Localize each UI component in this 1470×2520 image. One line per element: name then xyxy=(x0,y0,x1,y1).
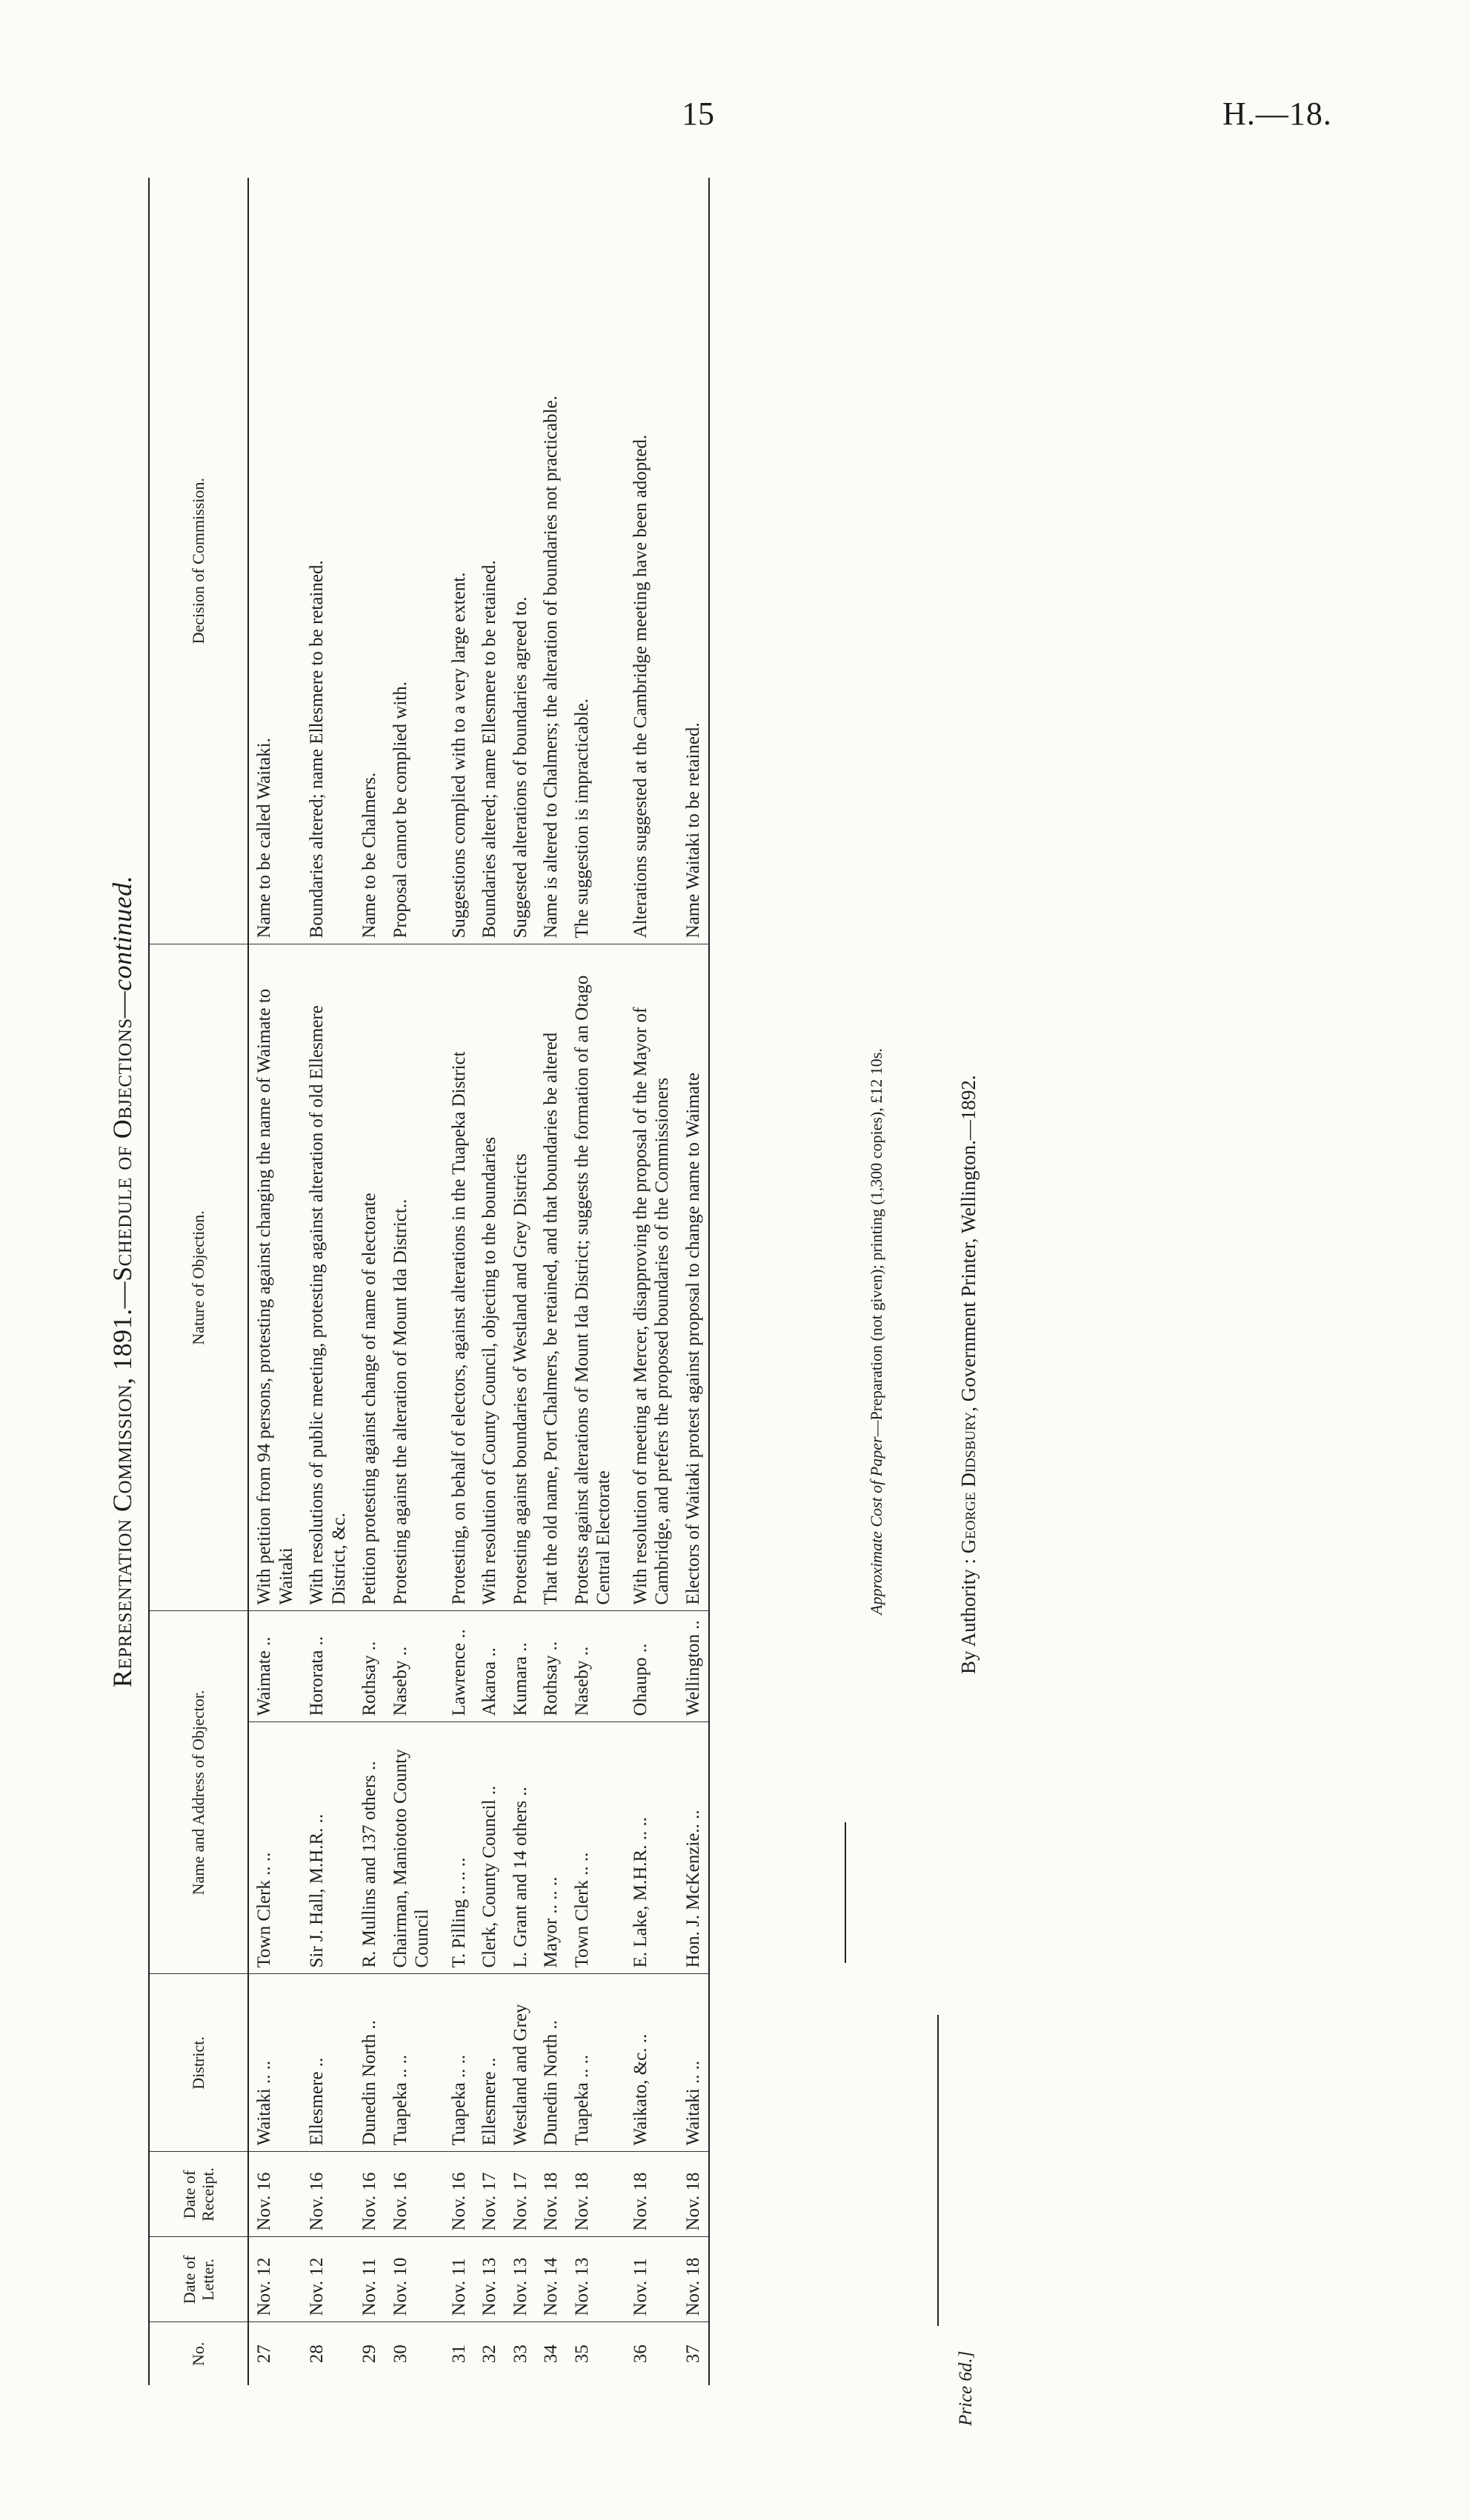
cell-no: 34 xyxy=(541,2344,561,2364)
cell-address: Kumara .. xyxy=(505,1611,536,1722)
cell-decision: Proposal cannot be complied with. xyxy=(385,178,438,944)
cell-decision: Alterations suggested at the Cambridge meeting have been adopted. xyxy=(619,178,678,944)
objections-table xyxy=(148,178,710,2385)
cell-no: 32 xyxy=(479,2344,499,2364)
divider xyxy=(845,1822,846,1963)
cell-receipt: Nov. 16 xyxy=(385,2152,438,2237)
cell-name: T. Pilling .. .. .. xyxy=(438,1722,475,1974)
cell-decision: Name to be Chalmers. xyxy=(354,178,385,944)
cell-letter: Nov. 12 xyxy=(302,2237,354,2322)
cell-receipt: Nov. 18 xyxy=(567,2152,619,2237)
rotated-schedule xyxy=(96,178,763,2385)
cell-receipt: Nov. 16 xyxy=(354,2152,385,2237)
cell-address: Lawrence .. xyxy=(438,1611,475,1722)
cell-address: Naseby .. xyxy=(385,1611,438,1722)
column-header: No. xyxy=(149,2322,248,2385)
cell-letter: Nov. 14 xyxy=(536,2237,567,2322)
header-row xyxy=(149,178,248,2385)
table-row xyxy=(505,178,536,2385)
cell-address: Hororata .. xyxy=(302,1611,354,1722)
table-row xyxy=(438,178,475,2385)
cell-no: 36 xyxy=(630,2344,651,2364)
cell-address: Wellington .. xyxy=(678,1611,710,1722)
cell-nature: Petition protesting against change of name of electorate xyxy=(354,944,385,1611)
cell-receipt: Nov. 16 xyxy=(438,2152,475,2237)
cell-decision: Name to be called Waitaki. xyxy=(248,178,302,944)
cell-name: R. Mullins and 137 others .. xyxy=(354,1722,385,1974)
cell-district: Waikato, &c. .. xyxy=(619,1974,678,2152)
cell-name: Sir J. Hall, M.H.R. .. xyxy=(302,1722,354,1974)
cell-district: Dunedin North .. xyxy=(354,1974,385,2152)
title-suffix: continued. xyxy=(107,875,137,991)
column-header: Date of Letter. xyxy=(149,2237,248,2322)
column-header: Date of Receipt. xyxy=(149,2152,248,2237)
cell-district: Ellesmere .. xyxy=(302,1974,354,2152)
cell-nature: Protesting against the alteration of Mount Ida District.. xyxy=(385,944,438,1611)
price-note: Price 6d.] xyxy=(956,2350,976,2426)
cell-district: Tuapeka .. .. xyxy=(567,1974,619,2152)
table-row xyxy=(678,178,710,2385)
cell-letter: Nov. 11 xyxy=(619,2237,678,2322)
cell-nature: With petition from 94 persons, protesting against changing the name of Waimate to Waitaki xyxy=(248,944,302,1611)
cell-nature: With resolutions of public meeting, protesting against alteration of old Ellesmere District, &c. xyxy=(302,944,354,1611)
cell-address: Waimate .. xyxy=(248,1611,302,1722)
column-header: Name and Address of Objector. xyxy=(149,1611,248,1974)
cell-name: Chairman, Maniototo County Council xyxy=(385,1722,438,1974)
cell-name: Hon. J. McKenzie.. .. xyxy=(678,1722,710,1974)
cell-letter: Nov. 11 xyxy=(438,2237,475,2322)
cost-footnote xyxy=(867,948,886,1615)
cell-address: Akaroa .. xyxy=(474,1611,505,1722)
cell-no: 33 xyxy=(510,2344,531,2364)
cell-nature: Electors of Waitaki protest against proposal to change name to Waimate xyxy=(678,944,710,1611)
schedule-title xyxy=(96,178,148,2385)
cell-letter: Nov. 13 xyxy=(567,2237,619,2322)
cell-nature: With resolution of County Council, objecting to the boundaries xyxy=(474,944,505,1611)
cell-district: Tuapeka .. .. xyxy=(385,1974,438,2152)
cell-address: Rothsay .. xyxy=(354,1611,385,1722)
cell-decision: The suggestion is impracticable. xyxy=(567,178,619,944)
cell-no: 29 xyxy=(359,2344,379,2364)
authority-prefix: By Authority : xyxy=(957,1553,980,1674)
cell-name: L. Grant and 14 others .. xyxy=(505,1722,536,1974)
cell-district: Dunedin North .. xyxy=(536,1974,567,2152)
cell-receipt: Nov. 16 xyxy=(248,2152,302,2237)
cell-letter: Nov. 12 xyxy=(248,2237,302,2322)
cell-name: Mayor .. .. .. xyxy=(536,1722,567,1974)
table-row xyxy=(354,178,385,2385)
cell-address: Ohaupo .. xyxy=(619,1611,678,1722)
cell-receipt: Nov. 17 xyxy=(505,2152,536,2237)
cell-district: Waitaki .. .. xyxy=(248,1974,302,2152)
cell-no: 35 xyxy=(571,2344,592,2364)
column-header: District. xyxy=(149,1974,248,2152)
column-header: Decision of Commission. xyxy=(149,178,248,944)
table-body xyxy=(248,178,709,2385)
cell-letter: Nov. 18 xyxy=(678,2237,710,2322)
cell-no: 28 xyxy=(307,2344,327,2364)
cell-nature: Protesting against boundaries of Westland and Grey Districts xyxy=(505,944,536,1611)
cell-receipt: Nov. 16 xyxy=(302,2152,354,2237)
cell-name: Town Clerk .. .. xyxy=(248,1722,302,1974)
cell-nature: Protesting, on behalf of electors, against alterations in the Tuapeka District xyxy=(438,944,475,1611)
cell-receipt: Nov. 18 xyxy=(619,2152,678,2237)
column-header: Nature of Objection. xyxy=(149,944,248,1611)
cell-no: 27 xyxy=(254,2344,274,2364)
cell-letter: Nov. 13 xyxy=(474,2237,505,2322)
title-prefix: Representation Commission, 1891.—Schedule of Objections— xyxy=(107,990,137,1688)
cell-nature: That the old name, Port Chalmers, be retained, and that boundaries be altered xyxy=(536,944,567,1611)
cell-no: 37 xyxy=(682,2344,703,2364)
table-row xyxy=(302,178,354,2385)
document-reference: H.—18. xyxy=(1223,96,1332,132)
cell-decision: Suggested alterations of boundaries agreed to. xyxy=(505,178,536,944)
cell-name: Town Clerk .. .. xyxy=(567,1722,619,1974)
table-row xyxy=(536,178,567,2385)
cell-district: Ellesmere .. xyxy=(474,1974,505,2152)
cell-decision: Boundaries altered; name Ellesmere to be retained. xyxy=(474,178,505,944)
cell-district: Tuapeka .. .. xyxy=(438,1974,475,2152)
cell-decision: Suggestions complied with to a very large extent. xyxy=(438,178,475,944)
cell-address: Rothsay .. xyxy=(536,1611,567,1722)
cell-address: Naseby .. xyxy=(567,1611,619,1722)
table-row xyxy=(248,178,302,2385)
cell-receipt: Nov. 17 xyxy=(474,2152,505,2237)
cell-district: Waitaki .. .. xyxy=(678,1974,710,2152)
cell-decision: Name Waitaki to be retained. xyxy=(678,178,710,944)
table-row xyxy=(567,178,619,2385)
authority-suffix: , Government Printer, Wellington.—1892. xyxy=(957,1075,980,1412)
footnote-text: —Preparation (not given); printing (1,300 copies), £12 10s. xyxy=(867,1048,885,1437)
cell-no: 30 xyxy=(390,2344,410,2364)
cell-nature: With resolution of meeting at Mercer, disapproving the proposal of the Mayor of Cambridge, and prefers the proposed boundaries of the Commissioners xyxy=(619,944,678,1611)
table-row xyxy=(474,178,505,2385)
footnote-label: Approximate Cost of Paper xyxy=(867,1436,885,1615)
table-row xyxy=(385,178,438,2385)
cell-name: Clerk, County Council .. xyxy=(474,1722,505,1974)
cell-decision: Name is altered to Chalmers; the alteration of boundaries not practicable. xyxy=(536,178,567,944)
cell-no: 31 xyxy=(448,2344,469,2364)
divider xyxy=(937,2015,939,2326)
cell-letter: Nov. 13 xyxy=(505,2237,536,2322)
cell-decision: Boundaries altered; name Ellesmere to be retained. xyxy=(302,178,354,944)
cell-district: Westland and Grey xyxy=(505,1974,536,2152)
cell-letter: Nov. 11 xyxy=(354,2237,385,2322)
page-number: 15 xyxy=(682,96,714,132)
printer-imprint xyxy=(957,1075,980,1674)
cell-name: E. Lake, M.H.R. .. .. xyxy=(619,1722,678,1974)
cell-nature: Protests against alterations of Mount Ida District; suggests the formation of an Otago Central Electorate xyxy=(567,944,619,1611)
cell-letter: Nov. 10 xyxy=(385,2237,438,2322)
cell-receipt: Nov. 18 xyxy=(678,2152,710,2237)
cell-receipt: Nov. 18 xyxy=(536,2152,567,2237)
table-row xyxy=(619,178,678,2385)
printer-name: George Didsbury xyxy=(957,1411,980,1554)
